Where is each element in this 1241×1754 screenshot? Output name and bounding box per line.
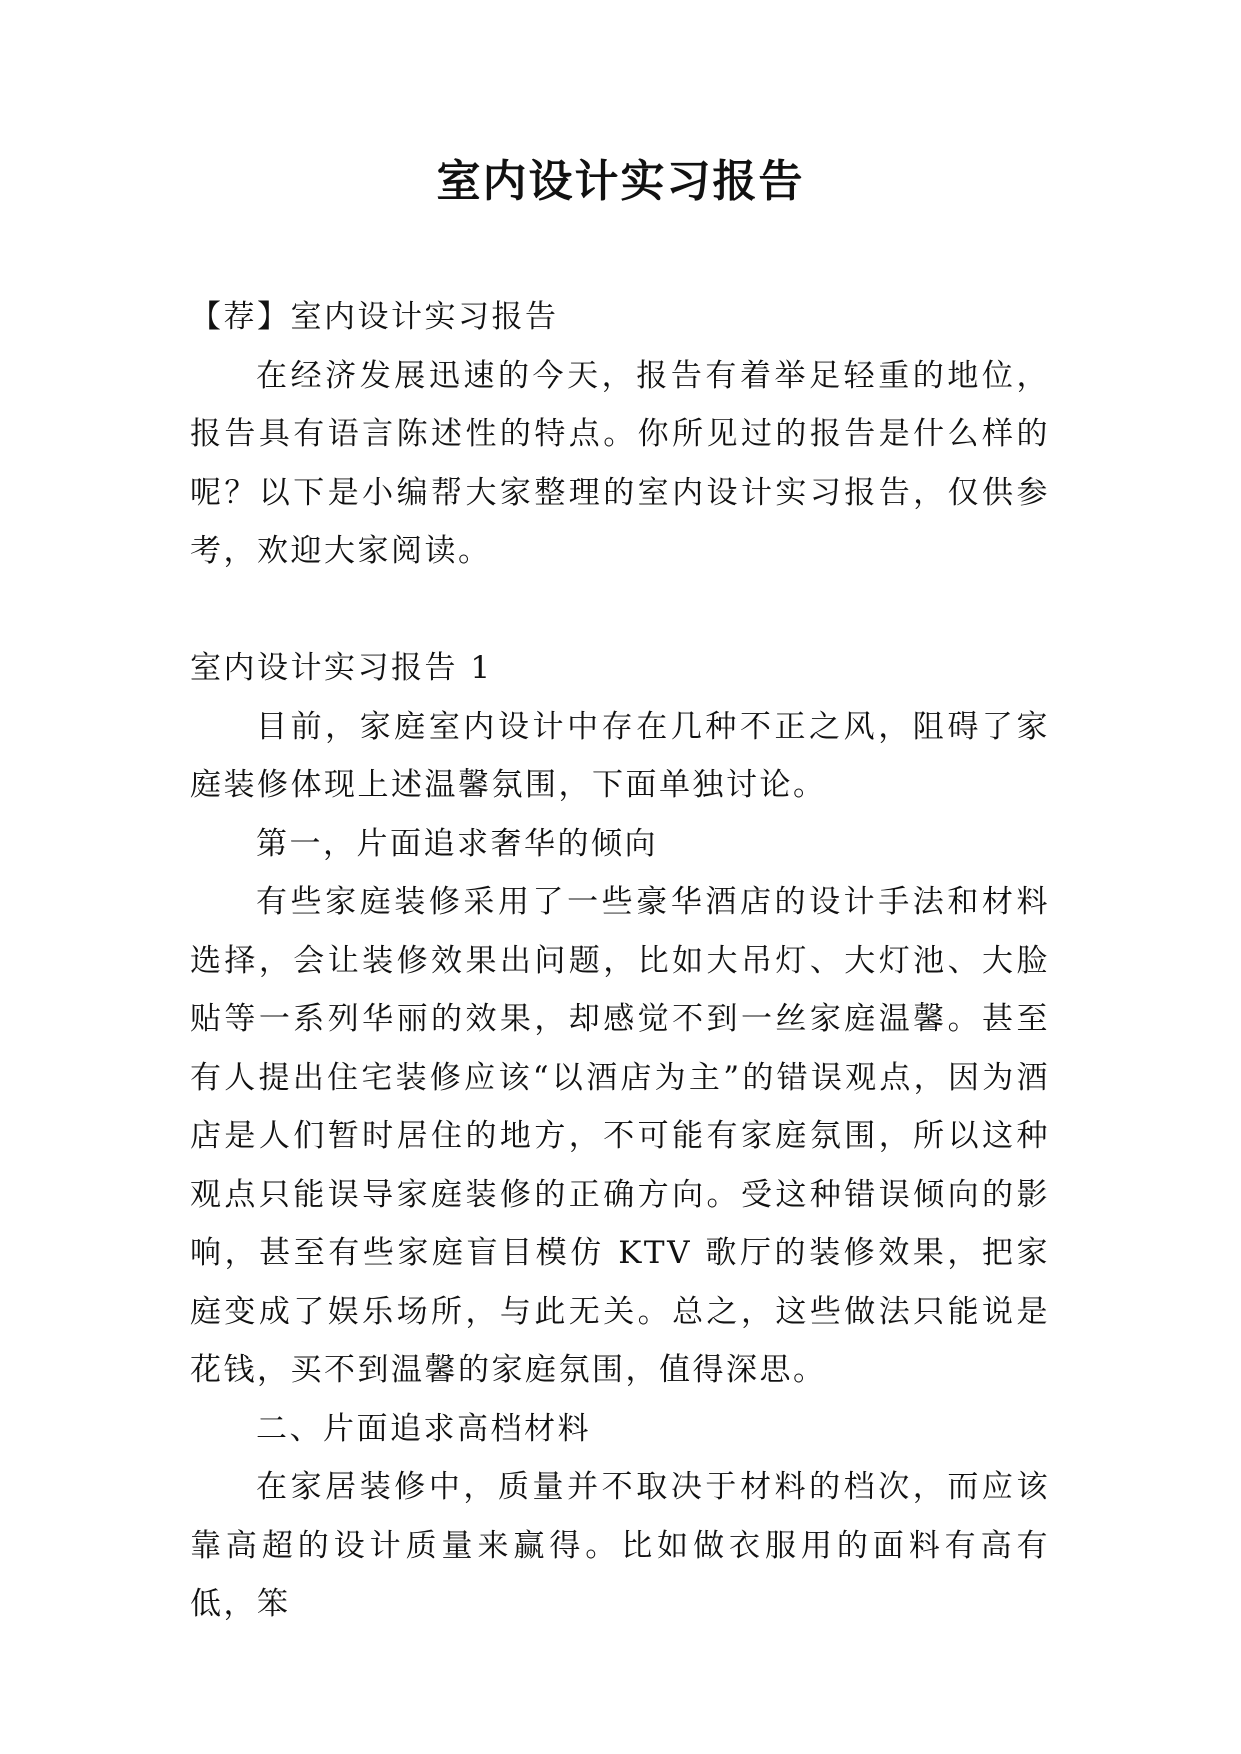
- intro-paragraph: 在经济发展迅速的今天，报告有着举足轻重的地位，报告具有语言陈述性的特点。你所见过的报告是什么样的呢？以下是小编帮大家整理的室内设计实习报告，仅供参考，欢迎大家阅读。: [190, 357, 1050, 569]
- document-body: [190, 288, 1050, 1634]
- document-title: 室内设计实习报告: [436, 156, 805, 207]
- recommend-line: 【荐】室内设计实习报告: [190, 299, 559, 335]
- paragraph-3: 在家居装修中，质量并不取决于材料的档次，而应该靠高超的设计质量来赢得。比如做衣服用的面料有高有低，笨: [190, 1469, 1050, 1622]
- subheading-1: 第一，片面追求奢华的倾向: [256, 825, 658, 862]
- paragraph-1: 目前，家庭室内设计中存在几种不正之风，阻碍了家庭装修体现上述温馨氛围，下面单独讨论。: [190, 708, 1050, 803]
- subheading-2: 二、片面追求高档材料: [256, 1410, 591, 1447]
- paragraph-2: 有些家庭装修采用了一些豪华酒店的设计手法和材料选择，会让装修效果出问题，比如大吊灯、大灯池、大脸贴等一系列华丽的效果，却感觉不到一丝家庭温馨。甚至有人提出住宅装修应该“以酒店为主”的错误观点，因为酒店是人们暂时居住的地方，不可能有家庭氛围，所以这种观点只能误导家庭装修的正确方向。受这种错误倾向的影响，甚至有些家庭盲目模仿 KTV 歌厅的装修效果，把家庭变成了娱乐场所，与此无关。总之，这些做法只能说是花钱，买不到温馨的家庭氛围，值得深思。: [190, 884, 1050, 1388]
- section-title: 室内设计实习报告 1: [190, 650, 493, 686]
- paragraph-spacer: [190, 581, 1050, 640]
